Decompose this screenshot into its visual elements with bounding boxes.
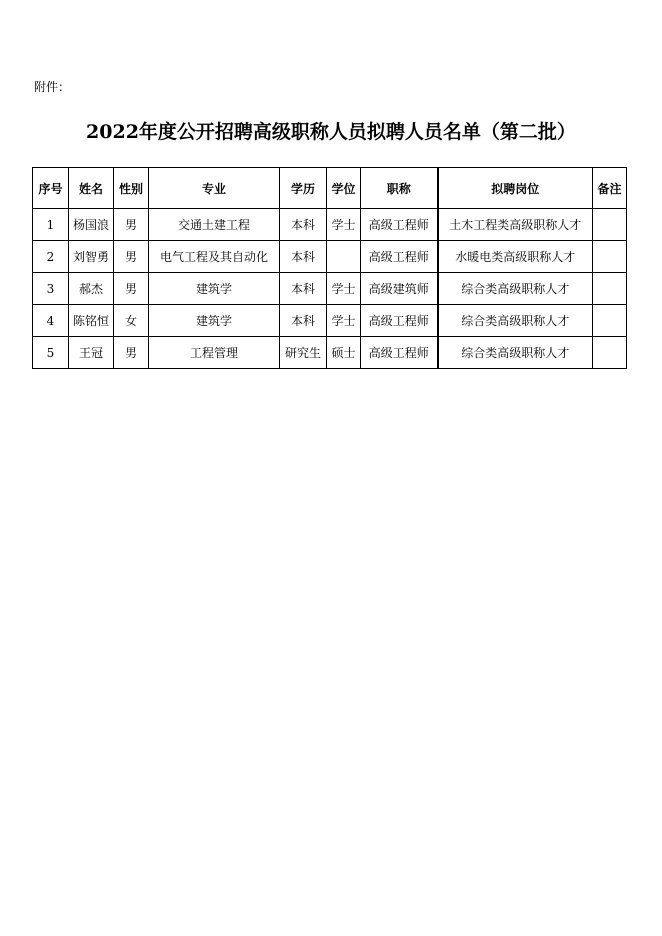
- cell-education: 本科: [280, 209, 327, 241]
- header-title: 职称: [361, 168, 438, 209]
- attachment-label: 附件：: [34, 80, 71, 94]
- header-name: 姓名: [69, 168, 114, 209]
- cell-gender: 男: [114, 337, 149, 369]
- cell-major: 建筑学: [149, 273, 280, 305]
- header-position: 拟聘岗位: [438, 168, 593, 209]
- cell-remarks: [593, 241, 627, 273]
- cell-name: 王冠: [69, 337, 114, 369]
- table-row: [33, 241, 627, 273]
- cell-position: 水暖电类高级职称人才: [438, 241, 593, 273]
- cell-index: 3: [33, 273, 69, 305]
- header-degree: 学位: [327, 168, 361, 209]
- cell-gender: 男: [114, 241, 149, 273]
- cell-title: 高级工程师: [361, 305, 438, 337]
- cell-name: 陈铭恒: [69, 305, 114, 337]
- cell-name: 刘智勇: [69, 241, 114, 273]
- cell-remarks: [593, 209, 627, 241]
- cell-degree: [327, 241, 361, 273]
- cell-remarks: [593, 273, 627, 305]
- cell-degree: 学士: [327, 209, 361, 241]
- cell-gender: 男: [114, 209, 149, 241]
- cell-degree: 硕士: [327, 337, 361, 369]
- cell-education: 本科: [280, 305, 327, 337]
- cell-remarks: [593, 337, 627, 369]
- cell-index: 2: [33, 241, 69, 273]
- header-education: 学历: [280, 168, 327, 209]
- cell-index: 1: [33, 209, 69, 241]
- cell-education: 本科: [280, 241, 327, 273]
- table-row: [33, 305, 627, 337]
- header-index: 序号: [33, 168, 69, 209]
- cell-major: 工程管理: [149, 337, 280, 369]
- cell-major: 建筑学: [149, 305, 280, 337]
- cell-education: 研究生: [280, 337, 327, 369]
- cell-position: 综合类高级职称人才: [438, 273, 593, 305]
- cell-remarks: [593, 305, 627, 337]
- cell-index: 4: [33, 305, 69, 337]
- table-row: [33, 273, 627, 305]
- cell-name: 郝杰: [69, 273, 114, 305]
- cell-title: 高级工程师: [361, 241, 438, 273]
- cell-index: 5: [33, 337, 69, 369]
- document-title: 2022年度公开招聘高级职称人员拟聘人员名单（第二批）: [86, 121, 576, 143]
- table-header-row: [33, 168, 627, 209]
- cell-major: 交通土建工程: [149, 209, 280, 241]
- cell-title: 高级工程师: [361, 337, 438, 369]
- cell-gender: 女: [114, 305, 149, 337]
- cell-position: 综合类高级职称人才: [438, 305, 593, 337]
- cell-degree: 学士: [327, 273, 361, 305]
- candidate-table: [32, 167, 627, 369]
- cell-position: 土木工程类高级职称人才: [438, 209, 593, 241]
- cell-gender: 男: [114, 273, 149, 305]
- table-row: [33, 337, 627, 369]
- cell-education: 本科: [280, 273, 327, 305]
- header-major: 专业: [149, 168, 280, 209]
- cell-title: 高级工程师: [361, 209, 438, 241]
- header-remarks: 备注: [593, 168, 627, 209]
- cell-position: 综合类高级职称人才: [438, 337, 593, 369]
- cell-title: 高级建筑师: [361, 273, 438, 305]
- cell-name: 杨国浪: [69, 209, 114, 241]
- cell-major: 电气工程及其自动化: [149, 241, 280, 273]
- header-gender: 性别: [114, 168, 149, 209]
- cell-degree: 学士: [327, 305, 361, 337]
- table-row: [33, 209, 627, 241]
